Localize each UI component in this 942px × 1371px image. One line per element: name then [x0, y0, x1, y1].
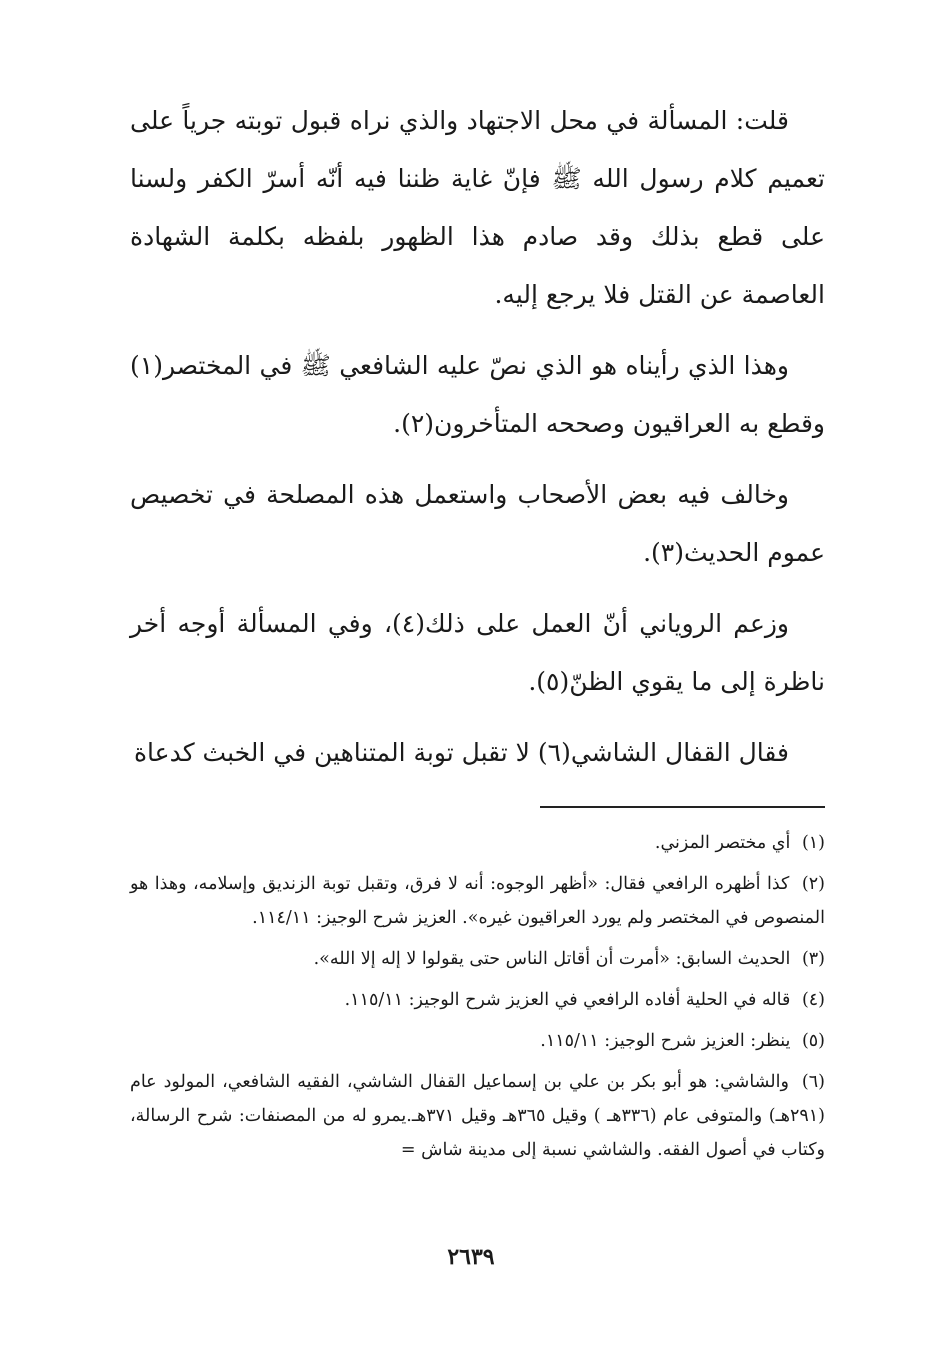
footnote [130, 867, 825, 935]
footnote-text: أي مختصر المزني. [654, 833, 791, 853]
footnote-text: الحديث السابق: «أمرت أن أقاتل الناس حتى يقولوا لا إله إلا الله». [313, 949, 791, 969]
paragraph: وزعم الروياني أنّ العمل على ذلك(٤)، وفي المسألة أوجه أخر ناظرة إلى ما يقوي الظنّ(٥). [130, 609, 825, 696]
paragraph: وخالف فيه بعض الأصحاب واستعمل هذه المصلحة في تخصيص عموم الحديث(٣). [130, 480, 825, 567]
footnote-text: كذا أظهره الرافعي فقال: «أظهر الوجوه: أنه لا فرق، وتقبل توبة الزنديق وإسلامه، وهذا هو المنصوص في المختصر ولم يورد العراقيون غيره». العزيز شرح الوجيز: ١١٤/١١. [130, 874, 825, 928]
main-text [130, 92, 825, 782]
footnote [130, 1024, 825, 1058]
footnote [130, 1065, 825, 1167]
paragraph: فقال القفال الشاشي(٦) لا تقبل توبة المتناهين في الخبث كدعاة [133, 738, 789, 767]
footnotes [130, 826, 825, 1167]
footnote-number: (٤) [801, 990, 825, 1010]
paragraph: وهذا الذي رأيناه هو الذي نصّ عليه الشافعي ﷺ في المختصر(١) وقطع به العراقيون وصححه المتأخرون(٢). [130, 351, 825, 438]
page-number: ٢٦٣٩ [447, 1244, 495, 1270]
footnote-number: (١) [801, 833, 825, 853]
paragraph: قلت: المسألة في محل الاجتهاد والذي نراه قبول توبته جرياً على تعميم كلام رسول الله ﷺ فإنّ غاية ظننا فيه أنّه أسرّ الكفر ولسنا على قطع بذلك وقد صادم هذا الظهور بلفظه بكلمة الشهادة العاصمة عن القتل فلا يرجع إليه. [130, 106, 825, 309]
footnote [130, 983, 825, 1017]
footnote-text: والشاشي: هو أبو بكر بن علي بن إسماعيل القفال الشاشي، الفقيه الشافعي، المولود عام (٢٩١هـ) والمتوفى عام (٣٣٦هـ ) وقيل ٣٦٥هـ وقيل ٣٧١هـ.يمرو له من المصنفات: شرح الرسالة، وكتاب في أصول الفقه. والشاشي نسبة إلى مدينة شاش = [130, 1072, 825, 1160]
footnote-number: (٣) [801, 949, 825, 969]
footnote-number: (٦) [801, 1072, 825, 1092]
footnote-divider [540, 806, 825, 808]
footnote-number: (٢) [801, 874, 825, 894]
page-content [130, 92, 825, 1292]
footnote [130, 826, 825, 860]
footnote-text: ينظر: العزيز شرح الوجيز: ١١٥/١١. [540, 1031, 791, 1051]
footnote [130, 942, 825, 976]
footnote-number: (٥) [801, 1031, 825, 1051]
footnote-text: قاله في الحلية أفاده الرافعي في العزيز شرح الوجيز: ١١٥/١١. [344, 990, 791, 1010]
